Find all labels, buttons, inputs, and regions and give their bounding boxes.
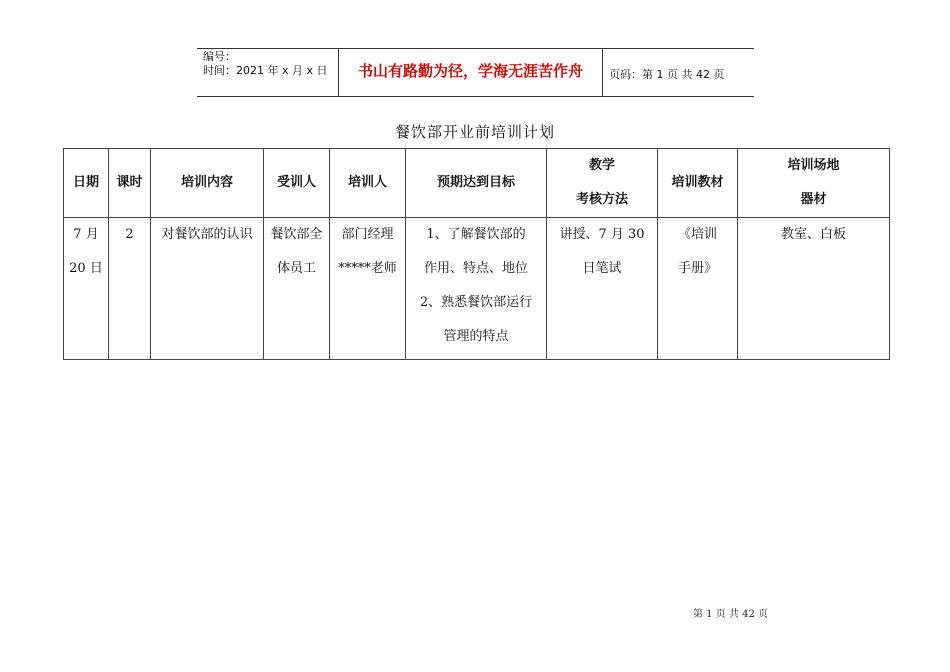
cell-trainer: [330, 218, 406, 360]
header-time-label: 时间：2021 年 x 月 x 日: [203, 64, 328, 77]
document-title: 餐饮部开业前培训计划: [394, 123, 555, 141]
header-hours: 课时: [109, 149, 151, 218]
cell-goal-line3: 2、熟悉餐饮部运行: [419, 295, 533, 310]
header-date: 日期: [64, 149, 109, 218]
header-top-rule: [197, 48, 754, 49]
cell-goal-line1: 1、了解餐饮部的: [426, 227, 526, 242]
training-plan-table: [63, 148, 890, 360]
cell-material-line2: 手册》: [677, 261, 717, 276]
header-trainer: 培训人: [330, 149, 406, 218]
cell-goal-line2: 作用、特点、地位: [423, 261, 528, 276]
page-footer: 第 1 页 共 42 页: [693, 609, 768, 620]
cell-trainee: [264, 218, 330, 360]
cell-trainer-line2: *****老师: [338, 261, 397, 276]
cell-content: 对餐饮部的认识: [151, 218, 264, 360]
cell-venue: 教室、白板: [738, 218, 890, 360]
cell-hours: 2: [109, 218, 151, 360]
table-header-row: [64, 149, 890, 218]
header-bottom-rule: [197, 96, 754, 97]
header-venue-line2: 器材: [800, 192, 827, 207]
cell-trainee-line1: 餐饮部全: [270, 227, 323, 242]
cell-material: [658, 218, 738, 360]
cell-method: [547, 218, 658, 360]
cell-trainer-line1: 部门经理: [341, 227, 394, 242]
cell-date: [64, 218, 109, 360]
cell-date-line1: 7 月: [73, 227, 99, 242]
header-trainee: 受训人: [264, 149, 330, 218]
cell-material-line1: 《培训: [677, 227, 717, 242]
header-method-line2: 考核方法: [575, 192, 628, 207]
header-motto: 书山有路勤为径，学海无涯苦作舟: [357, 62, 583, 80]
header-method-line1: 教学: [588, 158, 615, 173]
cell-date-line2: 20 日: [69, 261, 103, 276]
cell-trainee-line2: 体员工: [276, 261, 316, 276]
table-row: [64, 218, 890, 360]
header-divider-right: [602, 48, 603, 96]
header-method: [547, 149, 658, 218]
header-content: 培训内容: [151, 149, 264, 218]
header-goal: 预期达到目标: [406, 149, 547, 218]
cell-goal: [406, 218, 547, 360]
cell-goal-line4: 管理的特点: [443, 329, 509, 344]
header-meta: [203, 50, 328, 78]
header-venue-line1: 培训场地: [787, 158, 840, 173]
cell-method-line1: 讲授、7 月 30: [559, 227, 645, 242]
cell-method-line2: 日笔试: [582, 261, 622, 276]
header-page-info: 页码：第 1 页 共 42 页: [609, 68, 725, 81]
header-venue: [738, 149, 890, 218]
header-serial-label: 编号：: [203, 50, 236, 63]
header-material: 培训教材: [658, 149, 738, 218]
